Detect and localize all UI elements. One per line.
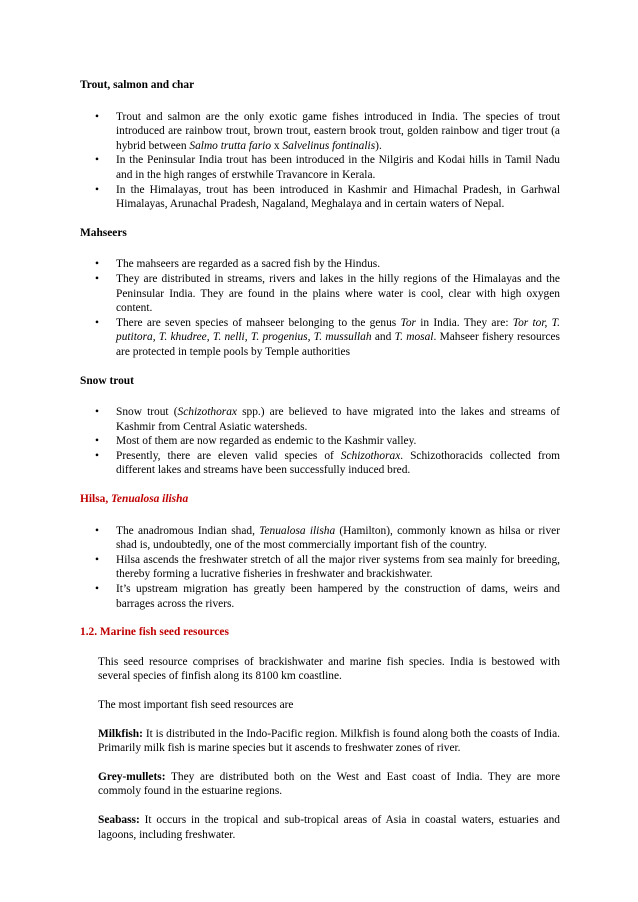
milkfish-label: Milkfish: bbox=[98, 727, 143, 740]
bullet-icon: • bbox=[95, 406, 99, 419]
bullet-icon: • bbox=[95, 183, 99, 196]
section-heading-hilsa: Hilsa, Tenualosa ilisha bbox=[80, 493, 189, 506]
bullet-icon: • bbox=[95, 110, 99, 123]
bullet-icon: • bbox=[95, 449, 99, 462]
list-item: • In the Himalayas, trout has been introduced in Kashmir and Himachal Pradesh, in Garhwal Himalayas, Arunachal Pradesh, Nagaland, Meghalaya and in certain waters of Nepal. bbox=[95, 183, 560, 211]
milkfish-paragraph: Milkfish: It is distributed in the Indo-Pacific region. Milkfish is found along both the coasts of India. Primarily milk fish is marine species but it ascends to freshwater zones of river. bbox=[98, 727, 560, 755]
list-item: • They are distributed in streams, rivers and lakes in the hilly regions of the Himalayas and the Peninsular India. They are found in the plains where water is cool, clear with high oxygen content. bbox=[95, 272, 560, 315]
bullet-icon: • bbox=[95, 272, 99, 285]
section-heading-snow-trout: Snow trout bbox=[80, 374, 134, 387]
list-item: • The anadromous Indian shad, Tenualosa ilisha (Hamilton), commonly known as hilsa or river shad is, undoubtedly, one of the most commercially important fish of the country. bbox=[95, 524, 560, 552]
marine-resources-intro: The most important fish seed resources are bbox=[98, 699, 294, 711]
grey-mullets-paragraph: Grey-mullets: They are distributed both on the West and East coast of India. They are more commoly found in the estuarine regions. bbox=[98, 770, 560, 798]
list-item: • It’s upstream migration has greatly been hampered by the construction of dams, weirs and barrages across the rivers. bbox=[95, 583, 560, 610]
bullet-icon: • bbox=[95, 553, 99, 566]
seabass-paragraph: Seabass: It occurs in the tropical and sub-tropical areas of Asia in coastal waters, estuaries and lagoons, including freshwater. bbox=[98, 813, 560, 841]
bullet-icon: • bbox=[95, 154, 99, 167]
list-item: • Presently, there are eleven valid species of Schizothorax. Schizothoracids collected from different lakes and streams have been successfully induced bred. bbox=[95, 449, 560, 477]
list-item: • There are seven species of mahseer belonging to the genus Tor in India. They are: Tor tor, T. putitora, T. khudree, T. nelli, T. progenius, T. mussullah and T. mosal. Mahseer fishery resources are protected in temple pools by Temple authorities bbox=[95, 316, 560, 358]
document-page bbox=[80, 78, 560, 842]
list-item: • Hilsa ascends the freshwater stretch of all the major river systems from sea mainly for breeding, thereby forming a lucrative fisheries in freshwater and brackishwater. bbox=[95, 553, 560, 581]
mahseer-bullet-list bbox=[80, 257, 560, 359]
list-item: • Most of them are now regarded as endemic to the Kashmir valley. bbox=[95, 435, 417, 448]
section-heading-trout: Trout, salmon and char bbox=[80, 79, 195, 91]
list-item: • Snow trout (Schizothorax spp.) are believed to have migrated into the lakes and streams of Kashmir from Central Asiatic watersheds. bbox=[95, 406, 560, 433]
snowtrout-bullet-list bbox=[80, 405, 560, 478]
list-item: • In the Peninsular India trout has been introduced in the Nilgiris and Kodai hills in Tamil Nadu and in the high ranges of erstwhile Travancore in Kerala. bbox=[95, 154, 560, 181]
section-heading-marine: 1.2. Marine fish seed resources bbox=[80, 626, 229, 639]
bullet-icon: • bbox=[95, 524, 99, 537]
section-heading-mahseers: Mahseers bbox=[80, 226, 127, 239]
list-item: • Trout and salmon are the only exotic game fishes introduced in India. The species of trout introduced are rainbow trout, brown trout, eastern brook trout, golden rainbow and tiger trout (a hybrid between Salmo trutta fario x Salvelinus fontinalis). bbox=[95, 110, 560, 152]
bullet-icon: • bbox=[95, 435, 99, 448]
hilsa-bullet-list bbox=[80, 524, 560, 612]
bullet-icon: • bbox=[95, 258, 99, 271]
grey-mullets-label: Grey-mullets: bbox=[98, 770, 166, 783]
bullet-icon: • bbox=[95, 583, 99, 596]
list-item: • The mahseers are regarded as a sacred fish by the Hindus. bbox=[95, 258, 381, 271]
seabass-label: Seabass: bbox=[98, 813, 140, 826]
trout-bullet-list bbox=[80, 110, 560, 212]
marine-intro-paragraph: This seed resource comprises of brackishwater and marine fish species. India is bestowed with several species of finfish along its 8100 km coastline. bbox=[98, 655, 560, 683]
bullet-icon: • bbox=[95, 316, 99, 329]
